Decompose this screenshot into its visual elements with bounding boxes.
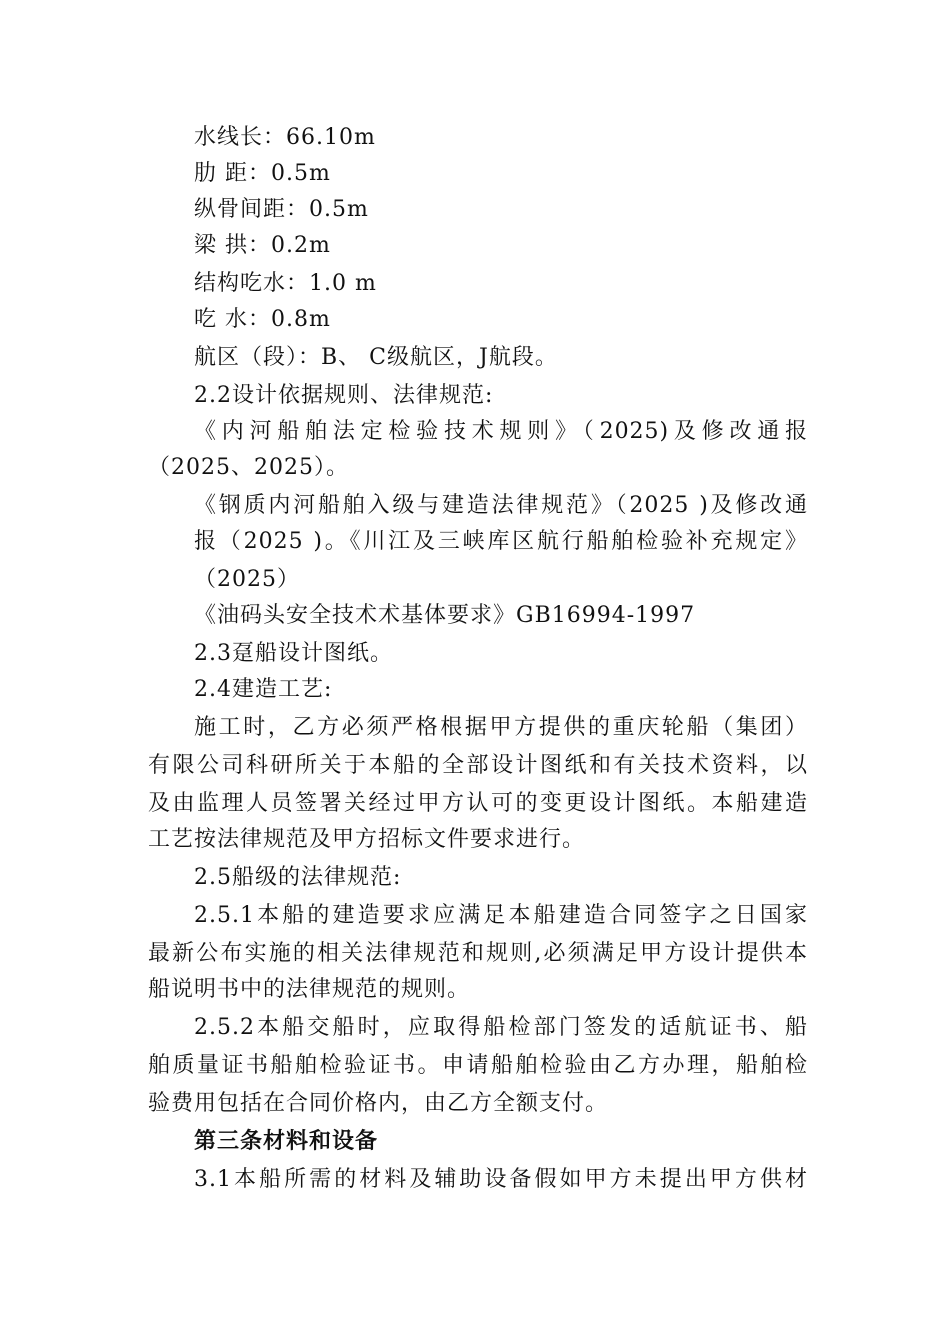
- paragraph-line: 工艺按法律规范及甲方招标文件要求进行。: [148, 827, 586, 852]
- section-heading: 2.2设计依据规则、法律规范:: [194, 383, 494, 408]
- text-line: 水线长：66.10m: [194, 125, 376, 150]
- text-line: 梁 拱：0.2m: [194, 233, 331, 258]
- text-line: （2025）: [194, 567, 300, 592]
- section-heading: 2.5船级的法律规范:: [194, 865, 402, 890]
- text-line: 航区（段）：B、 C级航区，J航段。: [194, 345, 558, 370]
- text-line: 吃 水：0.8m: [194, 307, 331, 332]
- paragraph-line: 及由监理人员签署关经过甲方认可的变更设计图纸。本船建造: [148, 791, 808, 816]
- article-heading: 第三条材料和设备: [194, 1129, 379, 1154]
- text-line: 肋 距：0.5m: [194, 161, 331, 186]
- paragraph-line: 最新公布实施的相关法律规范和规则,必须满足甲方设计提供本: [148, 941, 808, 966]
- section-heading: 2.3趸船设计图纸。: [194, 641, 393, 666]
- text-line: 《油码头安全技术术基体要求》GB16994-1997: [194, 603, 696, 628]
- paragraph-line: 施工时，乙方必须严格根据甲方提供的重庆轮船（集团）: [194, 715, 808, 740]
- paragraph-line: 3.1本船所需的材料及辅助设备假如甲方未提出甲方供材: [194, 1167, 808, 1192]
- section-heading: 2.4建造工艺:: [194, 677, 333, 702]
- text-line: 结构吃水：1.0 m: [194, 271, 377, 296]
- paragraph-line: 2.5.1本船的建造要求应满足本船建造合同签字之日国家: [194, 903, 808, 928]
- text-line: 报（2025 )。《川江及三峡库区航行船舶检验补充规定》: [194, 529, 808, 554]
- paragraph-line: 2.5.2本船交船时，应取得船检部门签发的适航证书、船: [194, 1015, 808, 1040]
- text-line: 《内河船舶法定检验技术规则》（2025)及修改通报: [194, 419, 808, 444]
- paragraph-line: 有限公司科研所关于本船的全部设计图纸和有关技术资料，以: [148, 753, 808, 778]
- text-line: 纵骨间距：0.5m: [194, 197, 369, 222]
- text-line: （2025、2025）。: [148, 455, 349, 480]
- text-line: 《钢质内河船舶入级与建造法律规范》（2025 )及修改通: [194, 493, 808, 518]
- paragraph-line: 舶质量证书船舶检验证书。申请船舶检验由乙方办理，船舶检: [148, 1053, 808, 1078]
- paragraph-line: 船说明书中的法律规范的规则。: [148, 977, 471, 1002]
- paragraph-line: 验费用包括在合同价格内，由乙方全额支付。: [148, 1091, 609, 1116]
